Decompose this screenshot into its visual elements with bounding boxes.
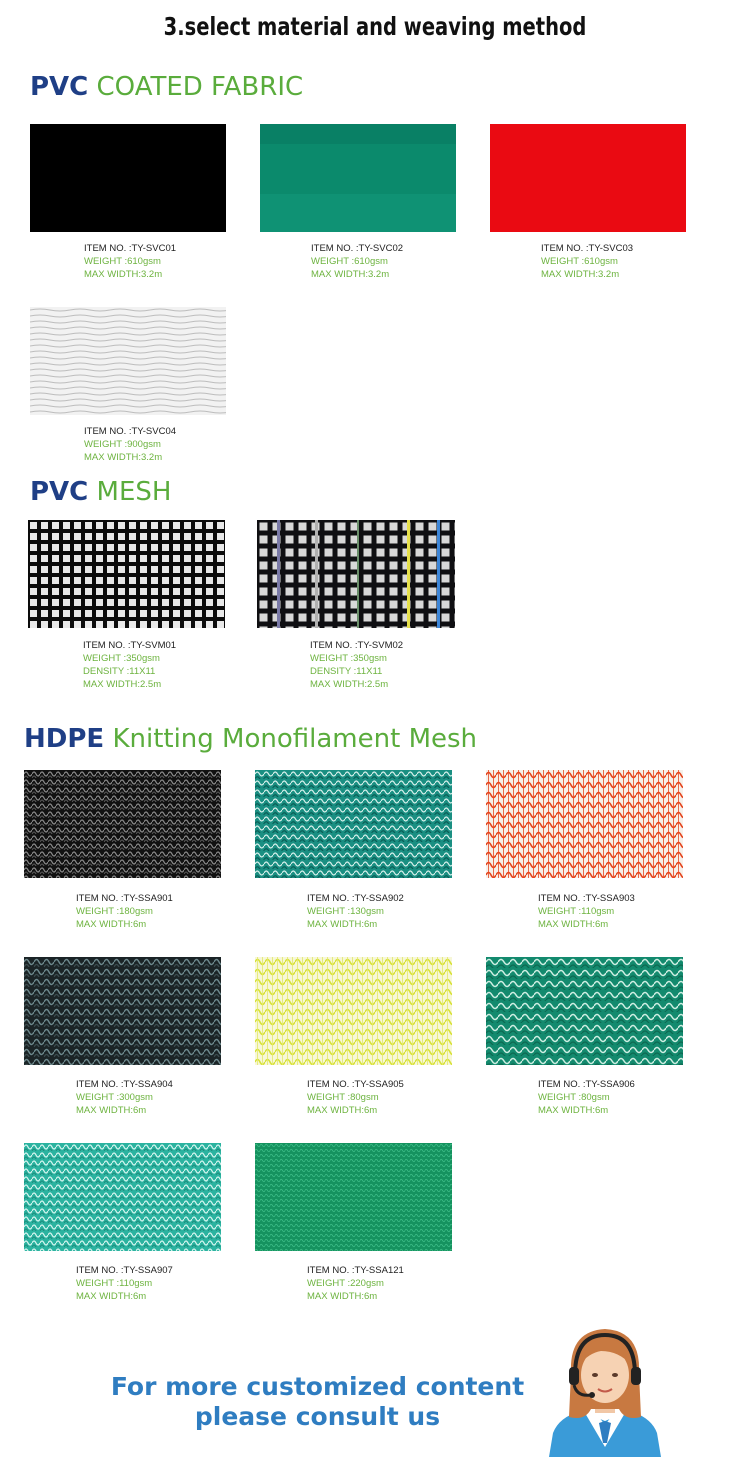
item-weight: WEIGHT :180gsm: [76, 906, 153, 917]
item-info-svm01: [83, 639, 176, 691]
swatch-svc02-texture: [260, 124, 456, 232]
item-width: MAX WIDTH:2.5m: [83, 679, 162, 690]
item-weight: WEIGHT :80gsm: [538, 1092, 610, 1103]
section-keyword: HDPE: [24, 724, 105, 754]
swatch-ssa907: [24, 1143, 221, 1251]
item-info-ssa901: [76, 892, 173, 931]
swatch-ssa904: [24, 957, 221, 1065]
item-density: DENSITY :11X11: [310, 666, 383, 677]
swatch-svc02: [260, 124, 456, 232]
swatch-svm02: [257, 520, 455, 628]
swatch-svc04: [30, 307, 226, 415]
item-info-svc01: [84, 242, 176, 281]
item-info-svm02: [310, 639, 403, 691]
section-subtitle: Knitting Monofilament Mesh: [112, 724, 478, 754]
item-width: MAX WIDTH:6m: [538, 919, 609, 930]
item-width: MAX WIDTH:3.2m: [541, 269, 620, 280]
swatch-ssa905: [255, 957, 452, 1065]
item-info-ssa907: [76, 1264, 173, 1303]
item-number: ITEM NO. :TY-SSA907: [76, 1265, 173, 1276]
swatch-svc01: [30, 124, 226, 232]
item-weight: WEIGHT :610gsm: [311, 256, 388, 267]
swatch-ssa901: [24, 770, 221, 878]
item-width: MAX WIDTH:6m: [76, 1291, 147, 1302]
cta-line-1: For more customized content: [110, 1372, 525, 1401]
item-number: ITEM NO. :TY-SSA121: [307, 1265, 404, 1276]
item-weight: WEIGHT :110gsm: [76, 1278, 153, 1289]
item-info-ssa121: [307, 1264, 404, 1303]
swatch-ssa903: [486, 770, 683, 878]
section-subtitle: MESH: [96, 477, 172, 507]
item-width: MAX WIDTH:3.2m: [84, 269, 163, 280]
item-info-svc03: [541, 242, 633, 281]
item-info-svc04: [84, 425, 176, 464]
item-number: ITEM NO. :TY-SSA901: [76, 893, 173, 904]
customer-service-agent-icon: [545, 1325, 665, 1457]
item-number: ITEM NO. :TY-SVC02: [311, 243, 404, 254]
item-weight: WEIGHT :900gsm: [84, 439, 161, 450]
section-subtitle: COATED FABRIC: [96, 72, 304, 102]
section-keyword: PVC: [30, 477, 89, 507]
section-keyword: PVC: [30, 72, 89, 102]
item-weight: WEIGHT :110gsm: [538, 906, 615, 917]
item-number: ITEM NO. :TY-SSA905: [307, 1079, 404, 1090]
item-weight: WEIGHT :220gsm: [307, 1278, 384, 1289]
item-number: ITEM NO. :TY-SSA904: [76, 1079, 173, 1090]
item-weight: WEIGHT :130gsm: [307, 906, 384, 917]
swatch-svc03: [490, 124, 686, 232]
item-width: MAX WIDTH:6m: [307, 1291, 378, 1302]
item-info-ssa903: [538, 892, 635, 931]
item-width: MAX WIDTH:6m: [307, 1105, 378, 1116]
swatch-ssa902: [255, 770, 452, 878]
item-info-ssa904: [76, 1078, 173, 1117]
item-width: MAX WIDTH:6m: [76, 1105, 147, 1116]
item-number: ITEM NO. :TY-SVC04: [84, 426, 177, 437]
item-density: DENSITY :11X11: [83, 666, 156, 677]
item-width: MAX WIDTH:6m: [538, 1105, 609, 1116]
item-number: ITEM NO. :TY-SVC01: [84, 243, 177, 254]
item-number: ITEM NO. :TY-SVC03: [541, 243, 634, 254]
item-weight: WEIGHT :350gsm: [83, 653, 160, 664]
item-weight: WEIGHT :610gsm: [84, 256, 161, 267]
item-number: ITEM NO. :TY-SVM02: [310, 640, 404, 651]
item-weight: WEIGHT :300gsm: [76, 1092, 153, 1103]
section-title-pvc-mesh: [30, 477, 171, 507]
item-info-ssa906: [538, 1078, 635, 1117]
item-width: MAX WIDTH:6m: [76, 919, 147, 930]
swatch-ssa906: [486, 957, 683, 1065]
item-weight: WEIGHT :610gsm: [541, 256, 618, 267]
swatch-svm01: [28, 520, 225, 628]
item-number: ITEM NO. :TY-SSA906: [538, 1079, 635, 1090]
item-number: ITEM NO. :TY-SSA903: [538, 893, 635, 904]
item-weight: WEIGHT :350gsm: [310, 653, 387, 664]
item-info-ssa902: [307, 892, 404, 931]
item-info-ssa905: [307, 1078, 404, 1117]
cta-line-2: please consult us: [194, 1402, 441, 1431]
item-info-svc02: [311, 242, 403, 281]
consult-cta[interactable]: [80, 1372, 555, 1432]
page-title: 3.select material and weaving method: [163, 12, 587, 41]
section-title-pvc-coated-fabric: [30, 72, 303, 102]
section-title-hdpe: [24, 724, 477, 754]
item-weight: WEIGHT :80gsm: [307, 1092, 379, 1103]
item-number: ITEM NO. :TY-SSA902: [307, 893, 404, 904]
item-width: MAX WIDTH:3.2m: [311, 269, 390, 280]
item-width: MAX WIDTH:6m: [307, 919, 378, 930]
item-width: MAX WIDTH:3.2m: [84, 452, 163, 463]
item-width: MAX WIDTH:2.5m: [310, 679, 389, 690]
swatch-ssa121: [255, 1143, 452, 1251]
item-number: ITEM NO. :TY-SVM01: [83, 640, 177, 651]
